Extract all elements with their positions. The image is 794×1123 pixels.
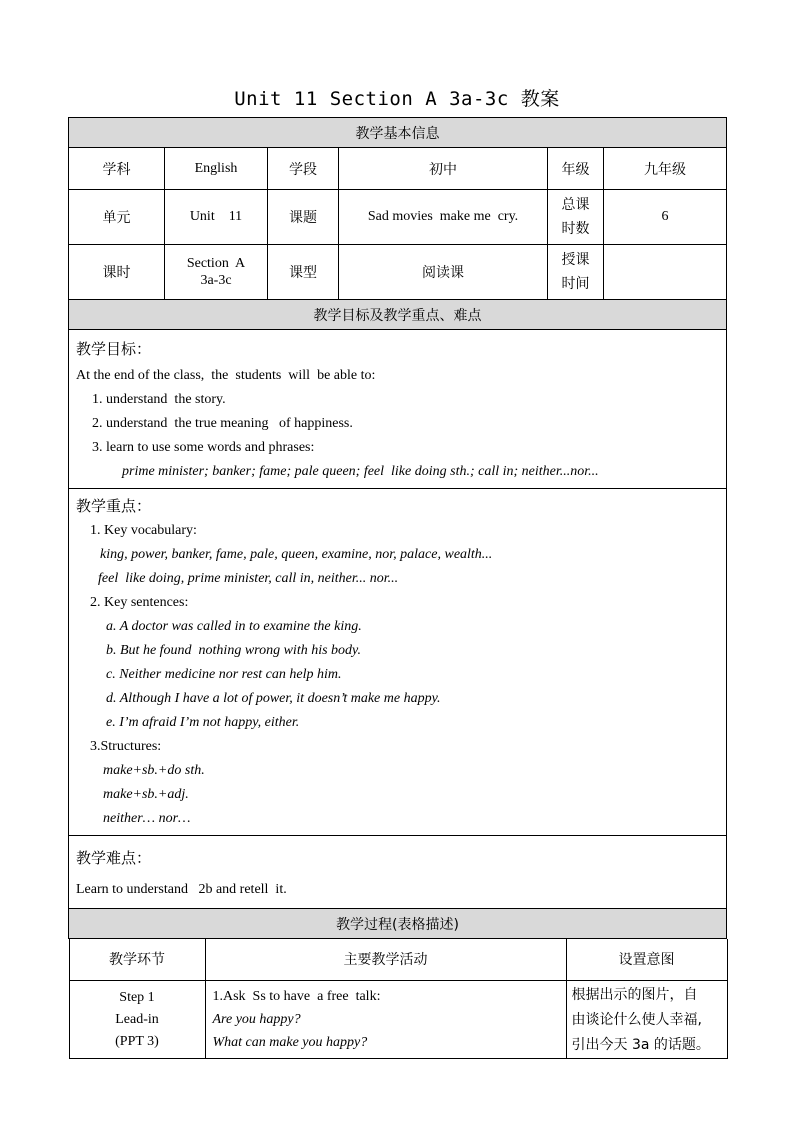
period-value	[165, 245, 268, 300]
activity-cell	[205, 980, 566, 1058]
activity-line: Are you happy?	[212, 1011, 301, 1027]
step-cell	[69, 980, 205, 1058]
page-title: Unit 11 Section A 3a-3c 教案	[234, 88, 560, 110]
step-number: Step 1	[119, 989, 155, 1005]
difficulties-text: Learn to understand 2b and retell it.	[76, 882, 287, 897]
period-label: 课时	[69, 245, 165, 300]
difficulties-heading: 教学难点：	[76, 849, 152, 867]
structures-label: 3.Structures:	[90, 739, 162, 754]
step-name: Lead-in	[115, 1011, 159, 1027]
process-header: 教学过程(表格描述)	[69, 909, 727, 939]
objectives-heading: 教学目标：	[76, 340, 152, 358]
vocab-line: king, power, banker, fame, pale, queen, examine, nor, palace, wealth...	[100, 547, 493, 562]
key-sentence: b. But he found nothing wrong with his body.	[106, 643, 361, 658]
structure-item: make+sb.+do sth.	[103, 763, 205, 778]
step-ppt: (PPT 3)	[115, 1033, 159, 1049]
key-sentence: a. A doctor was called in to examine the king.	[106, 619, 362, 634]
unit-value: Unit 11	[165, 190, 268, 245]
objective-phrases: prime minister; banker; fame; pale queen; feel like doing sth.; call in; neither...nor...	[122, 464, 599, 479]
total-hours-label-line1: 总课	[561, 197, 590, 213]
period-value-line1: Section A	[186, 256, 246, 271]
subject-label: 学科	[69, 148, 165, 190]
process-table	[69, 939, 728, 1059]
lesson-plan-table	[68, 117, 727, 1059]
vocab-line: feel like doing, prime minister, call in, neither... nor...	[98, 571, 399, 586]
topic-value: Sad movies make me cry.	[339, 190, 548, 245]
grade-value: 九年级	[604, 148, 727, 190]
topic-label: 课题	[268, 190, 339, 245]
total-hours-label	[548, 190, 604, 245]
objective-item: 1. understand the story.	[92, 392, 226, 407]
structure-item: make+sb.+adj.	[103, 787, 189, 802]
period-value-line2: 3a-3c	[200, 273, 232, 288]
objective-item: 3. learn to use some words and phrases:	[92, 440, 315, 455]
key-points-section	[69, 489, 727, 836]
col-step-header: 教学环节	[69, 939, 205, 980]
structure-item: neither… nor…	[103, 811, 191, 826]
vocab-label: 1. Key vocabulary:	[90, 523, 197, 538]
stage-label: 学段	[268, 148, 339, 190]
stage-value: 初中	[339, 148, 548, 190]
teach-time-label	[548, 245, 604, 300]
col-intent-header: 设置意图	[566, 939, 727, 980]
intent-line: 根据出示的图片，自	[571, 986, 698, 1003]
objective-item: 2. understand the true meaning of happiness.	[92, 416, 353, 431]
intent-line: 由谈论什么使人幸福,	[571, 1011, 702, 1028]
teach-time-label-line1: 授课	[561, 252, 590, 268]
activity-line: 1.Ask Ss to have a free talk:	[212, 988, 381, 1004]
sentences-label: 2. Key sentences:	[90, 595, 189, 610]
key-sentence: e. I’m afraid I’m not happy, either.	[106, 715, 300, 730]
unit-label: 单元	[69, 190, 165, 245]
teach-time-value	[604, 245, 727, 300]
grade-label: 年级	[548, 148, 604, 190]
intent-cell	[566, 980, 727, 1058]
subject-value: English	[165, 148, 268, 190]
difficulties-section	[69, 836, 727, 909]
key-sentence: c. Neither medicine nor rest can help him.	[106, 667, 342, 682]
type-value: 阅读课	[339, 245, 548, 300]
objectives-section	[69, 330, 727, 489]
intent-line: 引出今天 3a 的话题。	[571, 1036, 710, 1053]
total-hours-label-line2: 时数	[561, 221, 590, 237]
key-points-heading: 教学重点：	[76, 497, 152, 515]
total-hours-value: 6	[604, 190, 727, 245]
activity-line: What can make you happy?	[212, 1034, 368, 1050]
process-row	[69, 980, 727, 1058]
teach-time-label-line2: 时间	[561, 276, 590, 292]
type-label: 课型	[268, 245, 339, 300]
col-activity-header: 主要教学活动	[205, 939, 566, 980]
basic-info-header: 教学基本信息	[69, 118, 727, 148]
key-sentence: d. Although I have a lot of power, it doesn’t make me happy.	[106, 691, 441, 706]
objectives-header: 教学目标及教学重点、难点	[69, 300, 727, 330]
objectives-intro: At the end of the class, the students will be able to:	[76, 368, 376, 383]
